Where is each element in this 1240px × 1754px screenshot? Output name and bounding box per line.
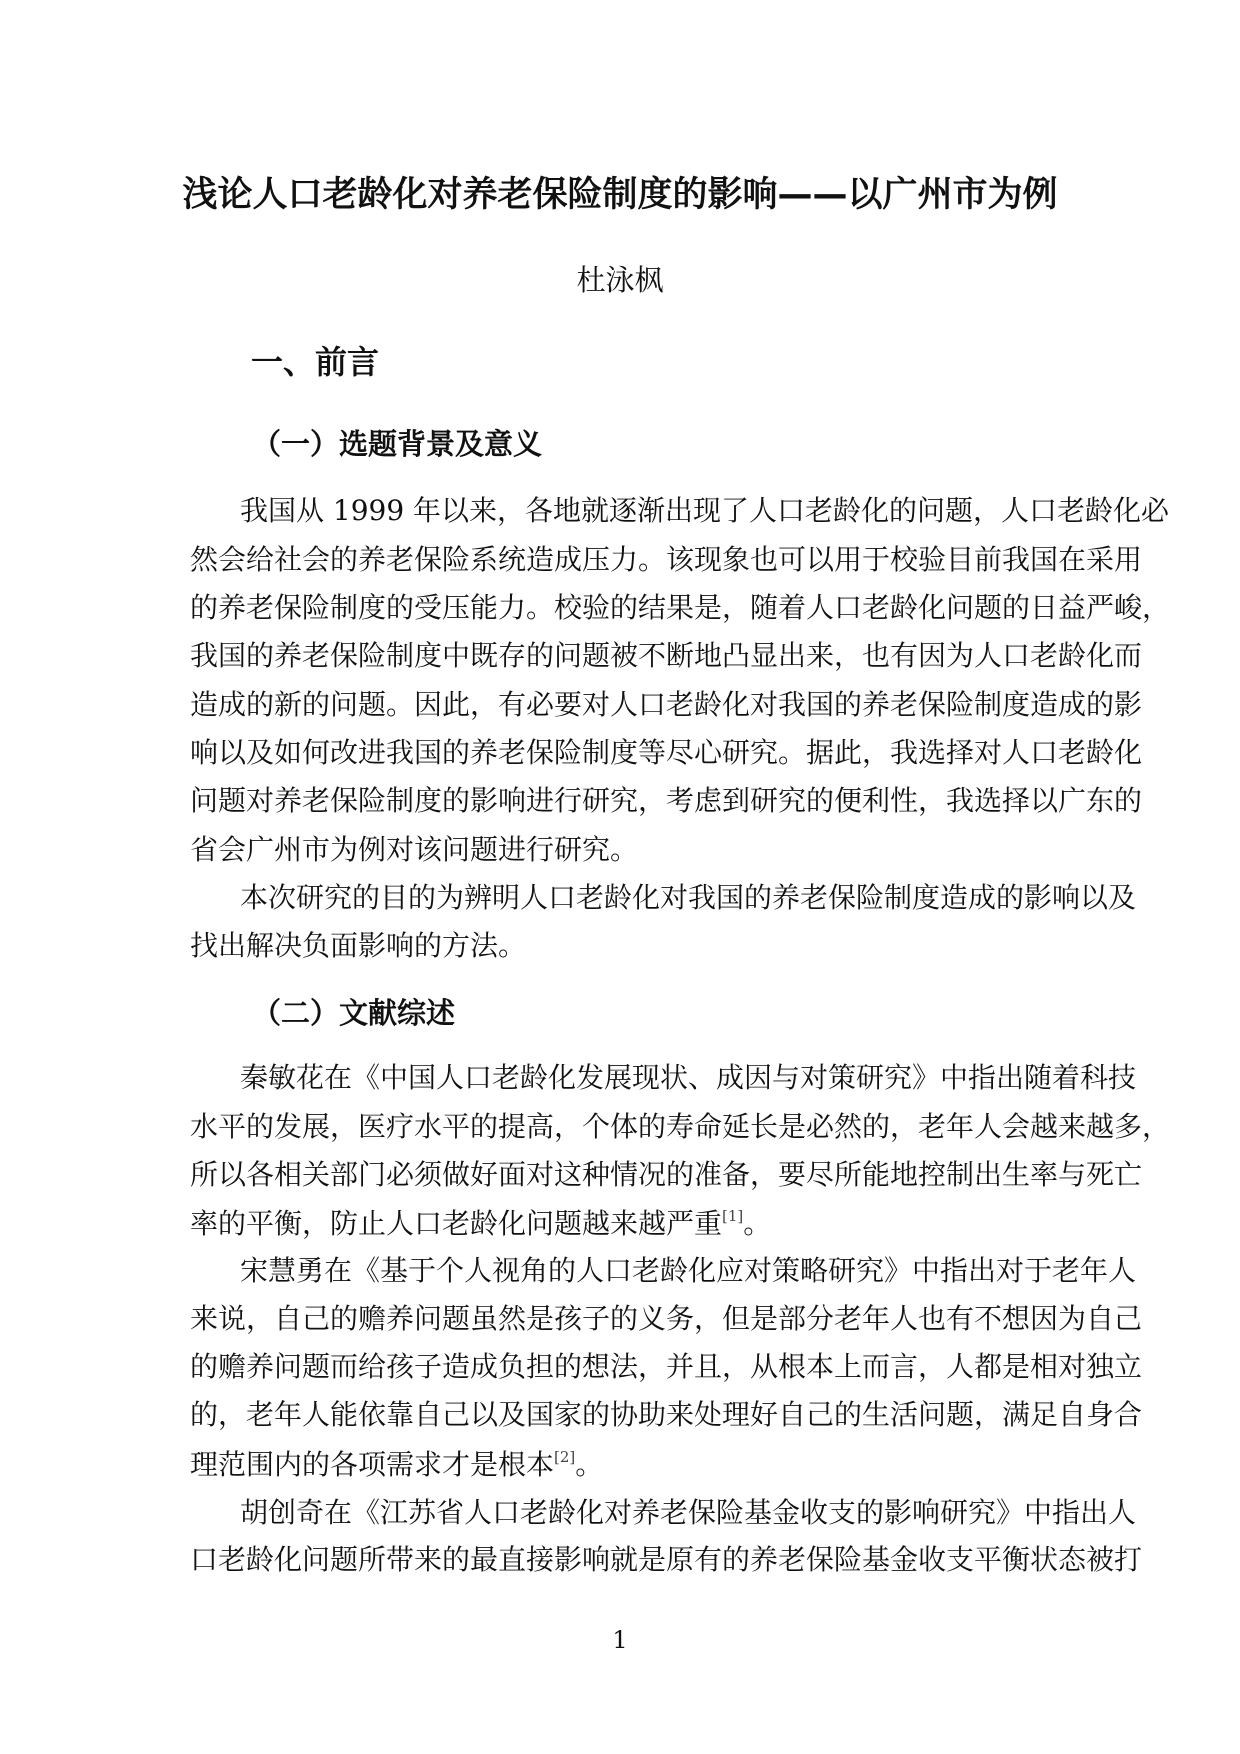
paragraph-line: 胡创奇在《江苏省人口老龄化对养老保险基金收支的影响研究》中指出人 — [240, 1496, 1137, 1529]
paragraph-line: 本次研究的目的为辨明人口老龄化对我国的养老保险制度造成的影响以及 — [240, 881, 1137, 914]
paragraph-text: 理范围内的各项需求才是根本 — [190, 1448, 555, 1481]
paragraph-line: 我国的养老保险制度中既存的问题被不断地凸显出来，也有因为人口老龄化而 — [190, 639, 1143, 672]
subsection-heading-background: （一）选题背景及意义 — [252, 427, 543, 461]
paragraph-line — [190, 1209, 1050, 1238]
paper-title: 浅论人口老龄化对养老保险制度的影响——以广州市为例 — [182, 175, 1058, 215]
section-heading-preface: 一、前言 — [251, 343, 380, 381]
paragraph-line: 所以各相关部门必须做好面对这种情况的准备，要尽所能地控制出生率与死亡 — [190, 1158, 1143, 1191]
paragraph-line: 造成的新的问题。因此，有必要对人口老龄化对我国的养老保险制度造成的影 — [190, 688, 1143, 721]
paragraph-line: 口老龄化问题所带来的最直接影响就是原有的养老保险基金收支平衡状态被打 — [190, 1543, 1143, 1576]
paragraph-line: 宋慧勇在《基于个人视角的人口老龄化应对策略研究》中指出对于老年人 — [240, 1254, 1137, 1287]
paragraph-line: 我国从 1999 年以来，各地就逐渐出现了人口老龄化的问题，人口老龄化必 — [240, 494, 1170, 527]
paragraph-line: 然会给社会的养老保险系统造成压力。该现象也可以用于校验目前我国在采用 — [190, 543, 1143, 576]
author-name: 杜泳枫 — [576, 263, 664, 297]
paragraph-line: 来说，自己的赡养问题虽然是孩子的义务，但是部分老年人也有不想因为自己 — [190, 1302, 1143, 1335]
paragraph-line: 省会广州市为例对该问题进行研究。 — [190, 833, 639, 866]
page-number: 1 — [612, 1626, 628, 1654]
paragraph-line — [190, 1450, 1050, 1479]
paragraph-line: 找出解决负面影响的方法。 — [190, 929, 527, 962]
paragraph-end-punct: 。 — [743, 1207, 772, 1240]
paragraph-line: 水平的发展，医疗水平的提高，个体的寿命延长是必然的，老年人会越来越多， — [190, 1110, 1171, 1143]
citation-ref-2[interactable]: [2] — [554, 1448, 576, 1466]
paragraph-line: 的赡养问题而给孩子造成负担的想法，并且，从根本上而言，人都是相对独立 — [190, 1350, 1143, 1383]
paragraph-line: 响以及如何改进我国的养老保险制度等尽心研究。据此，我选择对人口老龄化 — [190, 736, 1143, 769]
paragraph-line: 的，老年人能依靠自己以及国家的协助来处理好自己的生活问题，满足自身合 — [190, 1398, 1143, 1431]
paragraph-line: 秦敏花在《中国人口老龄化发展现状、成因与对策研究》中指出随着科技 — [240, 1061, 1137, 1094]
paragraph-text: 率的平衡，防止人口老龄化问题越来越严重 — [190, 1207, 723, 1240]
subsection-heading-literature-review: （二）文献综述 — [252, 996, 456, 1030]
paragraph-end-punct: 。 — [575, 1448, 604, 1481]
paragraph-line: 问题对养老保险制度的影响进行研究，考虑到研究的便利性，我选择以广东的 — [190, 784, 1143, 817]
citation-ref-1[interactable]: [1] — [722, 1207, 744, 1225]
paragraph-line: 的养老保险制度的受压能力。校验的结果是，随着人口老龄化问题的日益严峻， — [190, 591, 1171, 624]
